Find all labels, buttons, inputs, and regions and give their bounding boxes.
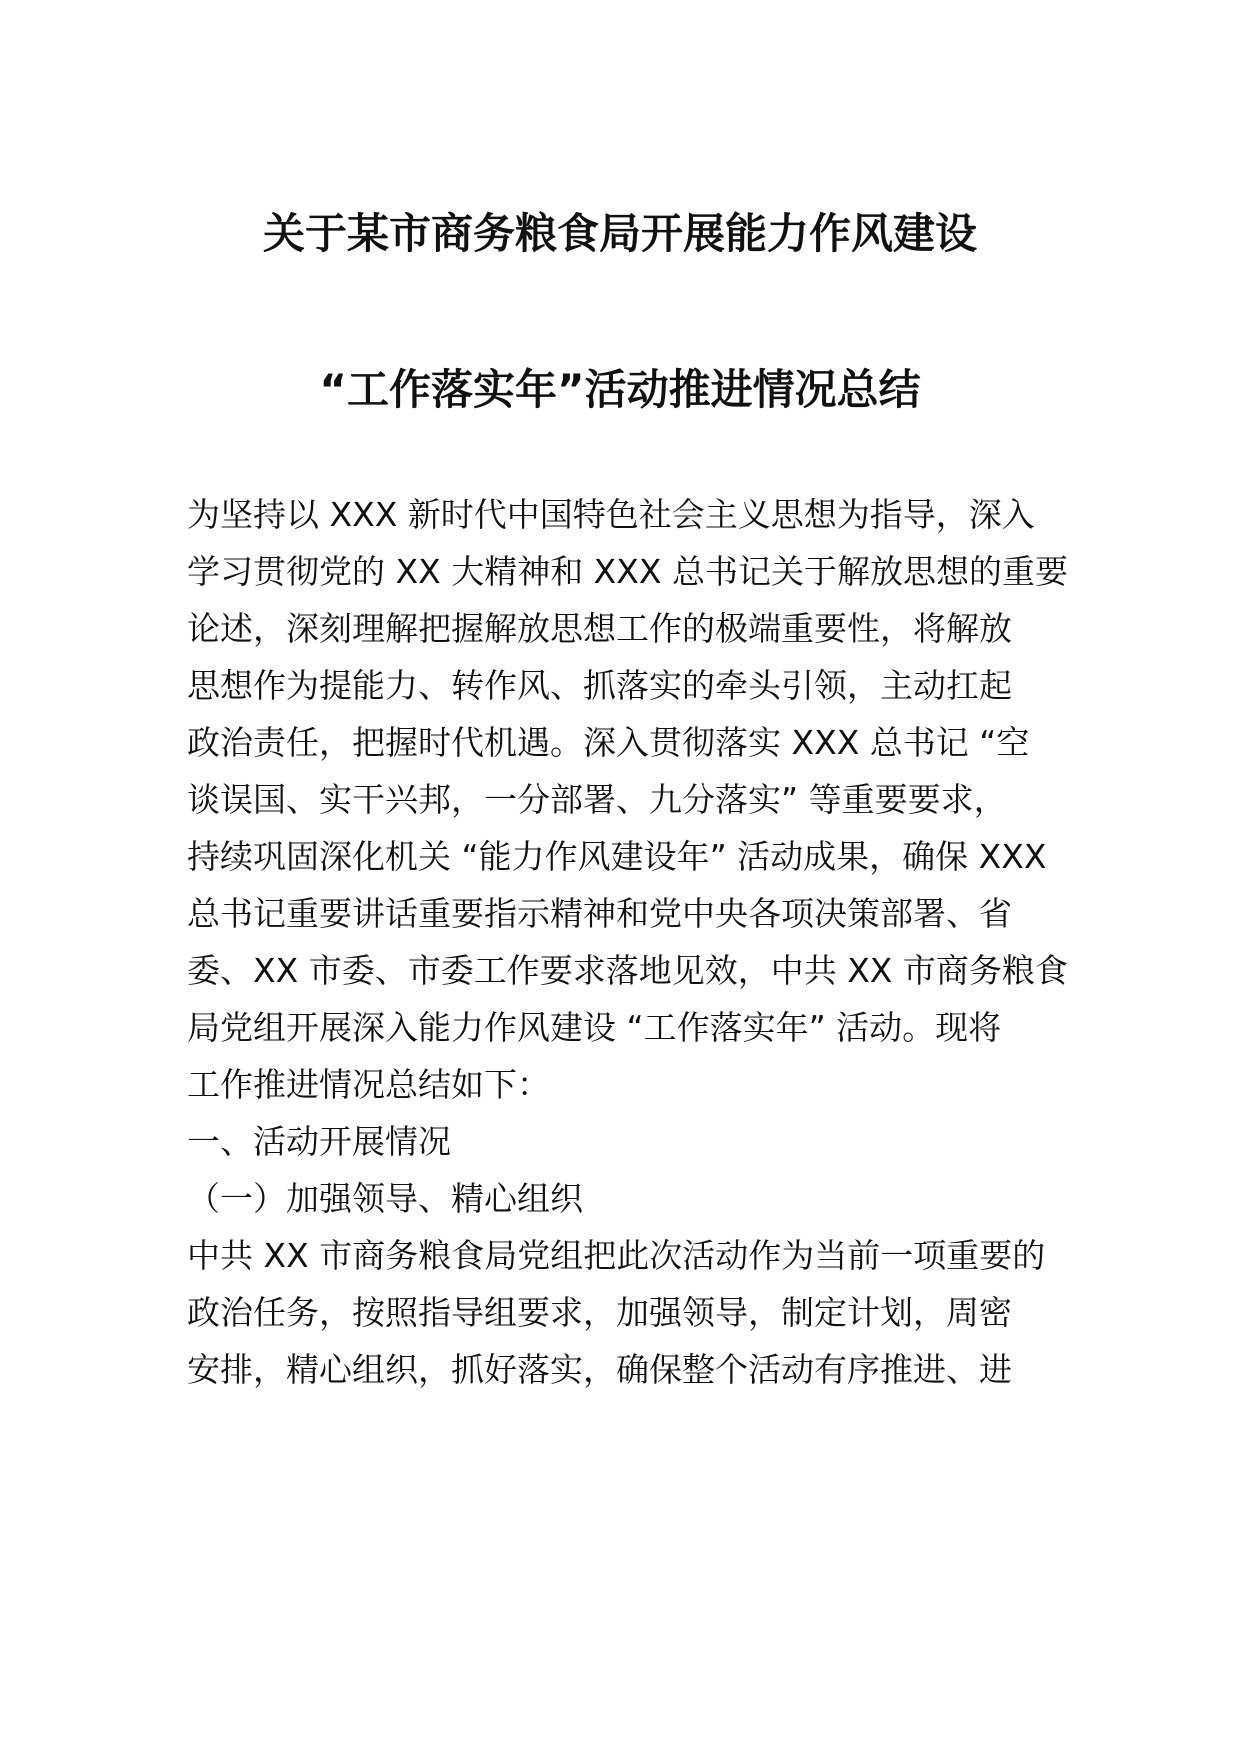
body-line: 局党组开展深入能力作风建设 “工作落实年” 活动。现将	[187, 1008, 1002, 1047]
subsection-heading: （一）加强领导、精心组织	[187, 1179, 583, 1218]
body-line: 工作推进情况总结如下：	[187, 1065, 550, 1104]
body-line: 谈误国、实干兴邦，一分部署、九分落实” 等重要要求，	[187, 780, 1007, 819]
body-line: 为坚持以 XXX 新时代中国特色社会主义思想为指导，深入	[187, 495, 1035, 534]
body-line: 委、XX 市委、市委工作要求落地见效，中共 XX 市商务粮食	[187, 951, 1068, 990]
body-line: 学习贯彻党的 XX 大精神和 XXX 总书记关于解放思想的重要	[187, 552, 1068, 591]
document-title-line-2: “工作落实年”活动推进情况总结	[319, 365, 921, 414]
body-line: 论述，深刻理解把握解放思想工作的极端重要性，将解放	[187, 609, 1012, 648]
document-title-line-1: 关于某市商务粮食局开展能力作风建设	[262, 209, 977, 258]
body-line: 持续巩固深化机关 “能力作风建设年” 活动成果，确保 XXX	[187, 837, 1047, 876]
section-heading: 一、活动开展情况	[187, 1122, 451, 1161]
body-line: 思想作为提能力、转作风、抓落实的牵头引领，主动扛起	[187, 666, 1012, 705]
body-line: 中共 XX 市商务粮食局党组把此次活动作为当前一项重要的	[187, 1236, 1046, 1275]
body-line: 安排，精心组织，抓好落实，确保整个活动有序推进、进	[187, 1350, 1012, 1389]
body-line: 政治责任，把握时代机遇。深入贯彻落实 XXX 总书记 “空	[187, 723, 1030, 762]
body-line: 政治任务，按照指导组要求，加强领导，制定计划，周密	[187, 1293, 1012, 1332]
body-line: 总书记重要讲话重要指示精神和党中央各项决策部署、省	[187, 894, 1012, 933]
